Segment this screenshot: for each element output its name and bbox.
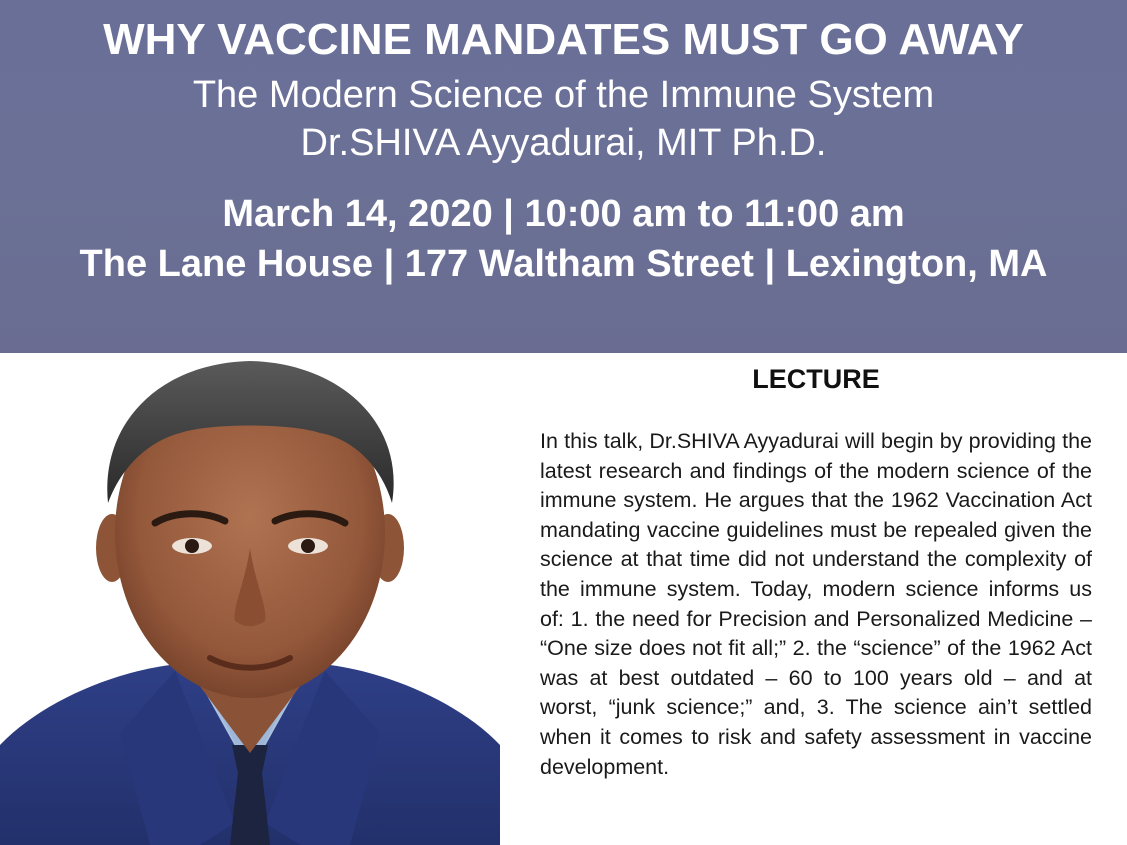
event-title: WHY VACCINE MANDATES MUST GO AWAY [103, 15, 1024, 64]
header-banner [0, 0, 1127, 353]
speaker-portrait [0, 353, 500, 845]
lecture-description: In this talk, Dr.SHIVA Ayyadurai will begin by providing the latest research and findings of the modern science of the immune system. He argues that the 1962 Vaccination Act mandating vaccine guidelines must be repealed given the science at that time did not understand the complexity of the immune system. Today, modern science informs us of: 1. the need for Precision and Personalized Medicine – “One size does not fit all;” 2. the “science” of the 1962 Act was at best outdated – 60 to 100 years old – and at worst, “junk science;” and, 3. The science ain’t settled when it comes to risk and safety assessment in vaccine development. [540, 429, 1092, 779]
speaker-name: Dr.SHIVA Ayyadurai, MIT Ph.D. [300, 122, 827, 164]
speaker-portrait-icon [0, 353, 500, 845]
event-date-time: March 14, 2020 | 10:00 am to 11:00 am [222, 193, 905, 235]
lecture-heading: LECTURE [752, 364, 880, 394]
event-subtitle: The Modern Science of the Immune System [192, 74, 935, 116]
event-venue: The Lane House | 177 Waltham Street | Lexington, MA [79, 243, 1048, 285]
